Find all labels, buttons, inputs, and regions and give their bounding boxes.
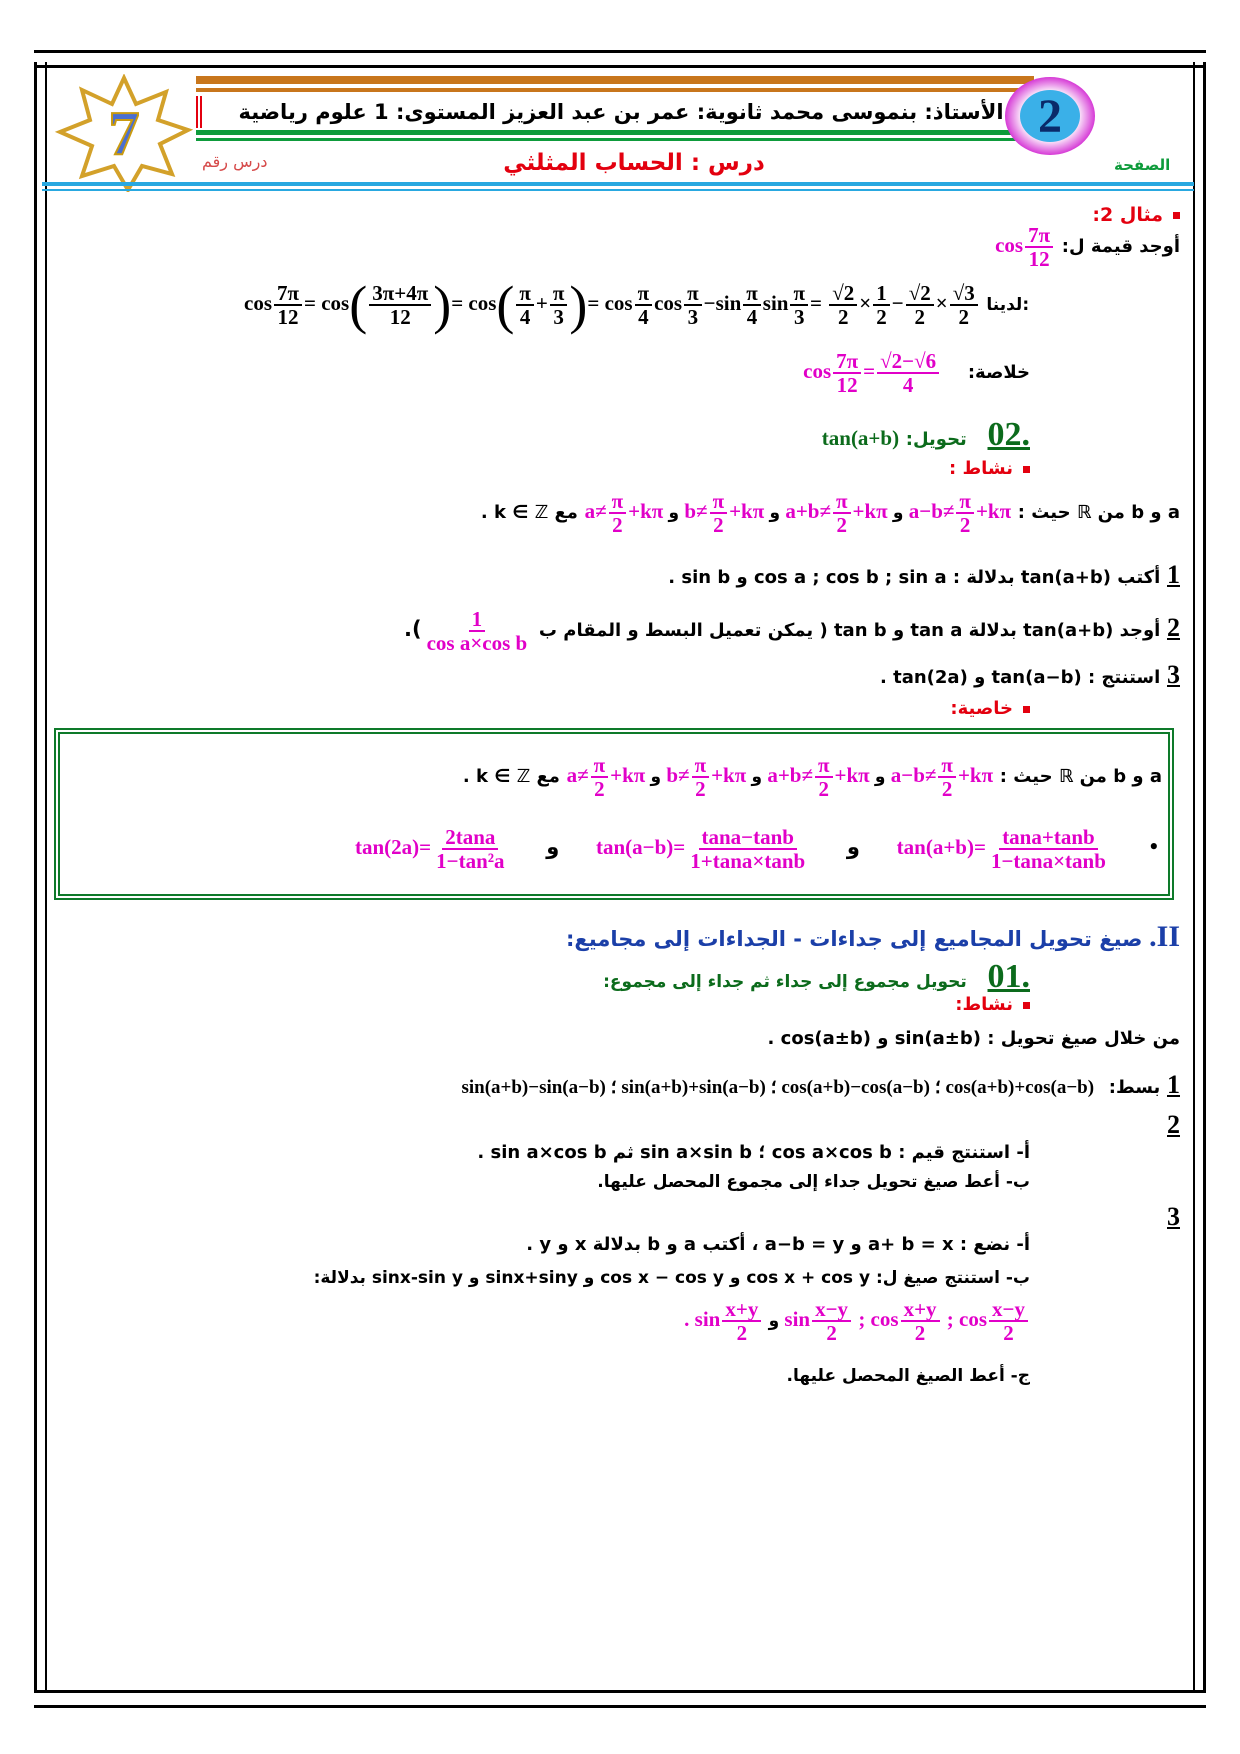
page-number: 2 [1038, 90, 1062, 143]
section-01-row [603, 958, 1030, 996]
q3-text: استنتج : tan(a−b) و tan(2a) . [880, 667, 1161, 688]
q2-number: 2 [1167, 612, 1180, 642]
content [44, 198, 1180, 1678]
section-02-row [822, 416, 1030, 454]
condition-prefix: a و b من ℝ حيث : [1017, 501, 1180, 523]
have-label: لدينا: [986, 294, 1030, 315]
lesson-number: 7 [108, 100, 140, 168]
tan-diff-formula: tan(a−b)= $\frac{\tan a-\tan b}{1+\tan a\times\tan b}$ [595, 825, 806, 874]
condition-suffix: مع k ∈ ℤ . [480, 501, 578, 523]
a2q1-label: بسط: [1108, 1077, 1161, 1098]
a2q2-number: 2 [1167, 1110, 1180, 1139]
q3-number: 3 [1167, 660, 1180, 689]
section-02-number: .02 [987, 416, 1030, 453]
q2-text: أوجد tan(a+b) بدلالة tan a و tan b ( يمكن تعميل البسط و المقام ب [538, 619, 1161, 641]
header-rule-blue-2 [42, 189, 1194, 191]
property-cond-formulas: a≠ $\frac{\pi}{2}$ +kπ و b≠ $\frac{\pi}{2}$ +kπ و a+b≠ $\frac{\pi}{2}$ +kπ و a−b≠ $\frac{\pi}{2}$ +kπ [566, 753, 994, 802]
property-cond-prefix: a و b من ℝ حيث : [999, 765, 1162, 787]
activity-q2: 2 أوجد tan(a+b) بدلالة tan a و tan b ( يمكن تعميل البسط و المقام ب $\frac{1}{\text{cos a×cos b}}$ ). [404, 607, 1180, 656]
section-01-number: .01 [987, 958, 1030, 995]
example-prompt-row [995, 224, 1180, 270]
activity2-q3b: ب- استنتج صيغ ل: cos x + cos y و cos x − cos y و sinx+siny و sinx-sin y بدلالة: [313, 1268, 1030, 1288]
conclusion-label: خلاصة: [967, 361, 1030, 383]
header-stripe-green [196, 130, 1034, 135]
frame-top [34, 50, 1206, 68]
lesson-star-badge [54, 74, 194, 192]
condition-formulas: a≠ $\frac{\pi}{2}$ +kπ و b≠ $\frac{\pi}{2}$ +kπ و a+b≠ $\frac{\pi}{2}$ +kπ و a−b≠ $\frac{\pi}{2}$ +kπ [584, 489, 1012, 538]
frame-right [1193, 62, 1206, 1690]
bullet [1173, 212, 1180, 219]
tan-sum-formula: tan(a+b)= $\frac{\tan a+\tan b}{1-\tan a\times\tan b}$ [896, 825, 1106, 874]
conclusion-row [803, 350, 1030, 396]
frame-bottom [34, 1690, 1206, 1708]
activity2-title: نشاط: [955, 994, 1030, 1015]
example-derivation: cos $\frac{7\pi}{12}$ = cos( $\frac{3\pi+4\pi}{12}$ )= cos( $\frac{\pi}{4}$ + $\frac{\pi}{3}$ )= cos $\frac{\pi}{4}$ cos $\frac{\pi}{3}$ −sin $\frac{\pi}{4}$ sin $\frac{\pi}{3}$ = $\frac{√2}{2}$ × $\frac{1}{2}$ − $\frac{√2}{2}$ × $\frac{√3}{2}$ لدينا: [244, 275, 1030, 335]
activity2-q2a: أ- استنتج قيم : cos a×cos b ؛ sin a×sin b ثم sin a×cos b . [477, 1142, 1030, 1163]
a2q3-number: 3 [1167, 1202, 1180, 1231]
section-02-title: تحويل: [905, 429, 967, 450]
section-II-row [566, 920, 1180, 954]
activity2-q2-num [1167, 1110, 1180, 1140]
a2q1-expr: cos(a+b)+cos(a−b) ؛ cos(a+b)−cos(a−b) ؛ sin(a+b)+sin(a−b) ؛ sin(a+b)−sin(a−b) [461, 1077, 1095, 1098]
header-stripe-orange-2 [196, 88, 1034, 92]
header-rule-blue [42, 182, 1194, 186]
q2-fraction: $\frac{1}{\text{cos a×cos b}}$ [426, 607, 528, 656]
activity2-intro: من خلال صيغ تحويل : sin(a±b) و cos(a±b) . [767, 1028, 1180, 1049]
section-II-title: صيغ تحويل المجاميع إلى جداءات - الجداءات إلى مجاميع: [566, 927, 1143, 951]
q1-text: أكتب tan(a+b) بدلالة : cos a ; cos b ; sin a و sin b . [668, 567, 1161, 588]
property-title: خاصية: [950, 698, 1030, 719]
activity-q3 [880, 660, 1180, 690]
property-formulas: tan(2a)= $\frac{2\tan a}{\text{1−tan²a}}$ و tan(a−b)= $\frac{\tan a-\tan b}{1+\tan a\times\tan b}$ و tan(a+b)= $\frac{\tan a+\tan b}{1-\tan a\times\tan b}$ • [354, 825, 1160, 874]
bullet [1023, 1002, 1030, 1009]
example-title: مثال 2: [1092, 204, 1180, 226]
activity2-q2b: ب- أعط صيغ تحويل جداء إلى مجموع المحصل عليها. [597, 1172, 1030, 1192]
q1-number: 1 [1167, 560, 1180, 589]
section-01-title: تحويل مجموع إلى جداء ثم جداء إلى مجموع: [603, 972, 967, 992]
lesson-title: درس : الحساب المثلثي [503, 150, 765, 176]
bullet [1023, 706, 1030, 713]
a2q1-number: 1 [1167, 1070, 1180, 1099]
activity2-q1 [461, 1070, 1180, 1100]
activity-title: نشاط : [949, 458, 1030, 479]
activity2-q3c: ج- أعط الصيغ المحصل عليها. [786, 1366, 1030, 1386]
activity2-q3a: أ- نضع : a+ b = x و a−b = y ، أكتب a و b بدلالة x و y . [526, 1234, 1030, 1255]
lesson-number-label: درس رقم [202, 152, 268, 171]
section-02-expr: tan(a+b) [821, 426, 900, 450]
property-condition [463, 754, 1162, 800]
teacher-line: الأستاذ: بنموسى محمد ثانوية: عمر بن عبد العزيز المستوى: 1 علوم رياضية [196, 96, 1046, 128]
activity2-q3-fractions: . sin $\frac{x+y}{2}$ و sin $\frac{x-y}{2}$ ; cos $\frac{x+y}{2}$ ; cos $\frac{x-y}{2}$ [684, 1298, 1030, 1344]
header [44, 68, 1194, 192]
tan-double-formula: tan(2a)= $\frac{2\tan a}{\text{1−tan²a}}$ [354, 825, 505, 874]
activity-condition [481, 490, 1180, 536]
conclusion-formula: cos $\frac{7\pi}{12}$ = $\frac{√2-√6}{4}$ [803, 350, 941, 396]
property-box [54, 728, 1174, 900]
bullet [1023, 466, 1030, 473]
property-cond-suffix: مع k ∈ ℤ . [462, 765, 560, 787]
header-stripe-orange [196, 76, 1034, 84]
page-label: الصفحة [1114, 156, 1171, 174]
example-prompt: أوجد قيمة ل: [1061, 235, 1180, 257]
header-stripe-green-2 [196, 138, 1034, 141]
target-expression: cos $\frac{7\pi}{12}$ [995, 224, 1055, 270]
section-II-roman: II. [1149, 920, 1180, 953]
page-number-badge [1002, 74, 1098, 158]
activity-q1 [668, 560, 1180, 590]
activity2-q3-num [1167, 1202, 1180, 1232]
